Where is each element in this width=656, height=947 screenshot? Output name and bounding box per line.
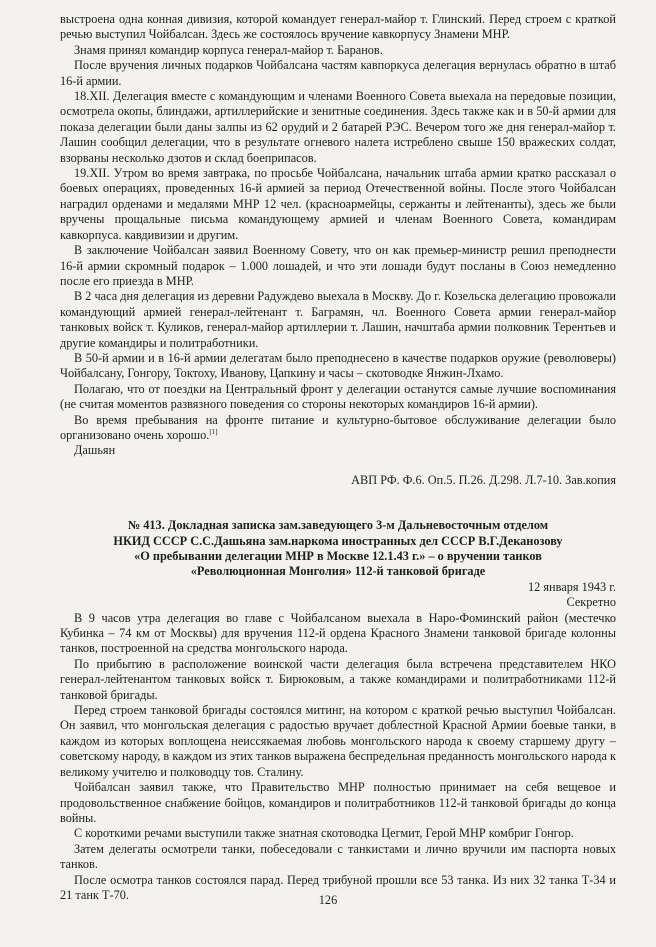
paragraph: Затем делегаты осмотрели танки, побеседовали с танкистами и лично вручили им паспорта новых танков.	[60, 841, 616, 872]
heading-line: НКИД СССР С.С.Дашьяна зам.наркома иностранных дел СССР В.Г.Деканозову	[113, 533, 563, 548]
paragraph: выстроена одна конная дивизия, которой командует генерал-майор т. Глинский. Перед строем с краткой речью выступил Чойбалсан. Здесь же состоялось вручение кавкорпусу Знамени МНР.	[60, 12, 616, 42]
paragraph: В 2 часа дня делегация из деревни Радуждево выехала в Москву. До г. Козельска делегацию провожали командующий армией генерал-лейтенант т. Баграмян, чл. Военного Совета армии генерал-майор танковых войск т. Куликов, генерал-майор артиллерии т. Лашин, начштаба армии полковник Терентьев и другие командиры и политработники.	[60, 289, 616, 350]
paragraph: Чойбалсан заявил также, что Правительство МНР полностью принимает на себя вещевое и продовольственное снабжение бойцов, командиров и политработников 112-й танковой бригады до конца войны.	[60, 780, 616, 825]
paragraph: Полагаю, что от поездки на Центральный фронт у делегации останутся самые лучшие воспоминания (не считая моментов развязного поведения со стороны некоторых командиров 16-й армии).	[60, 381, 616, 412]
paragraph: С короткими речами выступили также знатная скотоводка Цегмит, Герой МНР комбриг Гонгор.	[74, 826, 574, 841]
paragraph: В 9 часов утра делегация во главе с Чойбалсаном выехала в Наро-Фоминский район (местечко Кубинка – 74 км от Москвы) для вручения 112-й ордена Красного Знамени танковой бригаде колонны танков, построенной на средства монгольского народа.	[60, 610, 616, 656]
paragraph: 18.XII. Делегация вместе с командующим и членами Военного Совета выехала на передовые позиции, осмотрела окопы, блиндажи, артиллерийские и зенитные соединения. Здесь также как и в 50-й армии для показа делегации были даны залпы из 62 орудий и 2 батарей РЭС. Вечером того же дня генерал-майор т. Лашин сообщил делегации, что в результате огневого налета истреблено свыше 150 вражеских солдат, взорваны несколько дзотов и склад боеприпасов.	[60, 89, 616, 165]
paragraph: После осмотра танков состоялся парад. Перед трибуной прошли все 53 танка. Из них 32 танка Т-34 и 21 танк Т-70.	[60, 872, 616, 902]
paragraph: Перед строем танковой бригады состоялся митинг, на котором с краткой речью выступил Чойбалсан. Он заявил, что монгольская делегация с радостью вручает доблестной Красной Армии боевые танки, в каждом из которых воплощена неиссякаемая любовь монгольского народа к своему старшему другу – советскому народу, в каждом из этих танков выражена беспредельная преданность монгольского народа к великому учителю и полководцу тов. Сталину.	[60, 703, 616, 779]
classification-label: Секретно	[566, 595, 616, 610]
paragraph: По прибытию в расположение воинской части делегация была встречена представителем НКО генерал-лейтенантом танковых войск т. Бирюковым, а также командирами и политработниками 112-й танковой бригады.	[60, 656, 616, 702]
document-heading	[60, 518, 616, 580]
paragraph: Знамя принял командир корпуса генерал-майор т. Баранов.	[74, 42, 383, 57]
heading-line: «О пребывании делегации МНР в Москве 12.1.43 г.» – о вручении танков	[134, 549, 542, 563]
footnote-marker[interactable]: [1]	[209, 427, 218, 436]
heading-line: «Революционная Монголия» 112-й танковой бригаде	[190, 564, 486, 579]
paragraph: После вручения личных подарков Чойбалсана частям кавпоркуса делегация вернулась обратно в штаб 16-й армии.	[60, 58, 616, 88]
paragraph: В заключение Чойбалсан заявил Военному Совету, что он как премьер-министр решил преподнести 16-й армии скромный подарок – 1.000 лошадей, и что эти лошади будут посланы в Союз немедленно после его приезда в МНР.	[60, 243, 616, 288]
document-body	[60, 611, 616, 904]
signature: Дашьян	[74, 443, 116, 458]
heading-line: № 413. Докладная записка зам.заведующего 3-м Дальневосточным отделом	[127, 518, 549, 533]
previous-document-text	[60, 12, 616, 459]
paragraph: В 50-й армии и в 16-й армии делегатам было преподнесено в качестве подарков оружие (революверы) Чойбалсану, Гонгору, Токтоху, Иванову, Цапкину и часы – скотоводке Янжин-Лхамо.	[60, 350, 616, 381]
paragraph-text: Во время пребывания на фронте питание и культурно-бытовое обслуживание делегации было организовано очень хорошо.	[60, 412, 616, 442]
document-date: 12 января 1943 г.	[528, 579, 616, 594]
paragraph: 19.XII. Утром во время завтрака, по просьбе Чойбалсана, начальник штаба армии кратко рассказал о боевых операциях, проведенных 16-й армией за период Отечественной войны. После этого Чойбалсан наградил орденами и медалями МНР 12 чел. (красноармейцы, сержанты и лейтенанты), здесь же были вручены прощальные письма командующему армией и членам Военного Совета, командирам кавкорпуса. кавдивизии и другим.	[60, 166, 616, 242]
paragraph	[60, 413, 616, 444]
archive-source: АВП РФ. Ф.6. Оп.5. П.26. Д.298. Л.7-10. Зав.копия	[351, 472, 616, 487]
page-number: 126	[318, 893, 338, 907]
